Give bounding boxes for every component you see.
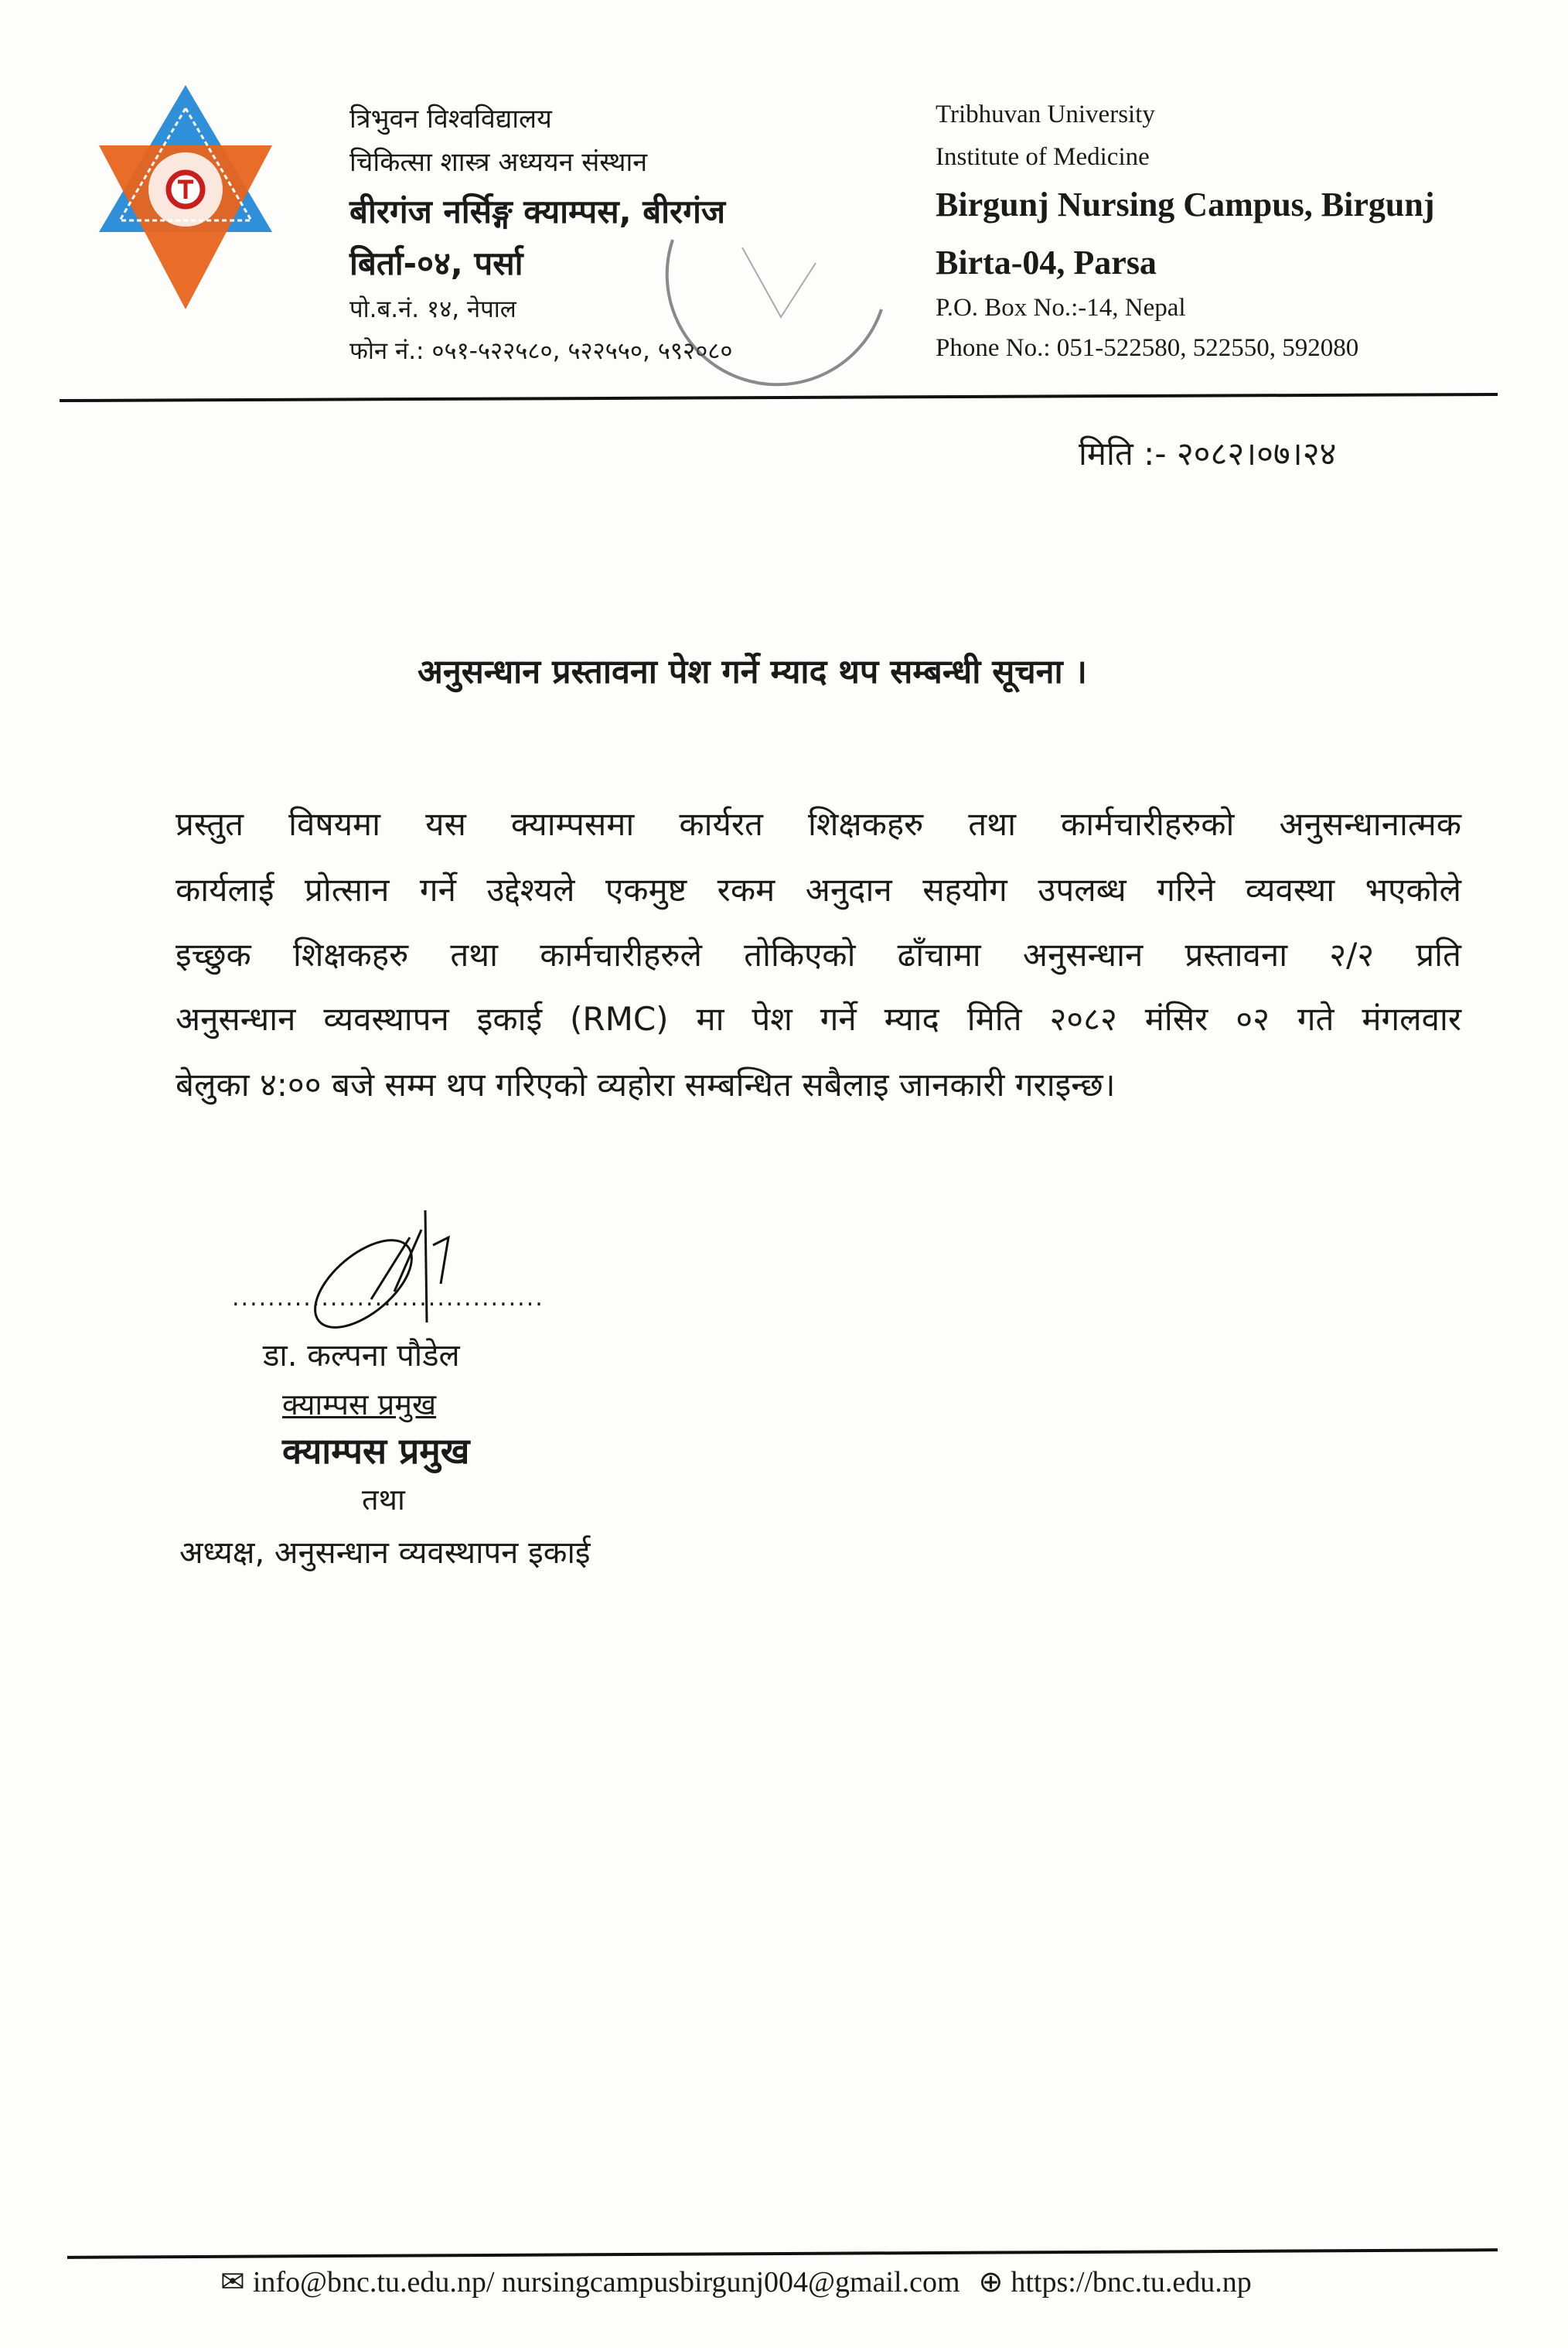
header-np-institute: चिकित्सा शास्त्र अध्ययन संस्थान bbox=[349, 147, 648, 178]
signature-dotted-line: ................................... bbox=[232, 1285, 544, 1312]
header-np-address: बिर्ता-०४, पर्सा bbox=[349, 244, 523, 282]
header-en-pobox: P.O. Box No.:-14, Nepal bbox=[936, 294, 1186, 322]
signatory-conjunction: तथा bbox=[362, 1483, 405, 1517]
notice-date: मिति :- २०८२।०७।२४ bbox=[1079, 435, 1337, 473]
body-line: बेलुका ४:०० बजे सम्म थप गरिएको व्यहोरा सम्बन्धित सबैलाइ जानकारी गराइन्छ। bbox=[176, 1066, 1116, 1104]
body-line: कार्यलाई प्रोत्सान गर्ने उद्देश्यले एकमुष्ट रकम अनुदान सहयोग उपलब्ध गरिने व्यवस्था भएकोले bbox=[176, 871, 1461, 909]
globe-icon: ⊕ bbox=[978, 2266, 1004, 2299]
footer-email[interactable]: info@bnc.tu.edu.np/ nursingcampusbirgunj004@gmail.com bbox=[252, 2266, 960, 2299]
header-np-pobox: पो.ब.नं. १४, नेपाल bbox=[349, 295, 516, 323]
signatory-title-typed: क्याम्पस प्रमुख bbox=[282, 1387, 437, 1421]
header-en-address: Birta-04, Parsa bbox=[936, 244, 1157, 282]
signatory-name: डा. कल्पना पौडेल bbox=[263, 1338, 460, 1374]
header-np-phone: फोन नं.: ०५१-५२२५८०, ५२२५५०, ५९२०८० bbox=[349, 337, 733, 365]
footer-website[interactable]: https://bnc.tu.edu.np bbox=[1011, 2266, 1252, 2299]
header-np-campus: बीरगंज नर्सिङ्ग क्याम्पस, बीरगंज bbox=[349, 193, 726, 230]
mail-icon: ✉ bbox=[220, 2266, 245, 2299]
office-stamp bbox=[649, 193, 905, 425]
body-line: प्रस्तुत विषयमा यस क्याम्पसमा कार्यरत शिक्षकहरु तथा कार्मचारीहरुको अनुसन्धानात्मक bbox=[176, 805, 1461, 843]
notice-title: अनुसन्धान प्रस्तावना पेश गर्ने म्याद थप सम्बन्धी सूचना । bbox=[418, 653, 1087, 691]
body-line: इच्छुक शिक्षकहरु तथा कार्मचारीहरुले तोकिएको ढाँचामा अनुसन्धान प्रस्तावना २/२ प्रति bbox=[176, 936, 1461, 974]
footer-divider bbox=[67, 2248, 1498, 2259]
university-logo bbox=[93, 85, 278, 309]
header-en-institute: Institute of Medicine bbox=[936, 143, 1150, 171]
footer-contact bbox=[220, 2266, 1252, 2300]
header-en-university: Tribhuvan University bbox=[936, 101, 1155, 128]
header-en-phone: Phone No.: 051-522580, 522550, 592080 bbox=[936, 334, 1359, 362]
header-np-university: त्रिभुवन विश्वविद्यालय bbox=[349, 104, 552, 135]
header-en-campus: Birgunj Nursing Campus, Birgunj bbox=[936, 186, 1435, 224]
body-line: अनुसन्धान व्यवस्थापन इकाई (RMC) मा पेश गर्ने म्याद मिति २०८२ मंसिर ०२ गते मंगलवार bbox=[176, 1000, 1461, 1038]
signatory-title-stamp: क्याम्पस प्रमुख bbox=[282, 1430, 470, 1472]
signatory-title2: अध्यक्ष, अनुसन्धान व्यवस्थापन इकाई bbox=[179, 1535, 591, 1571]
